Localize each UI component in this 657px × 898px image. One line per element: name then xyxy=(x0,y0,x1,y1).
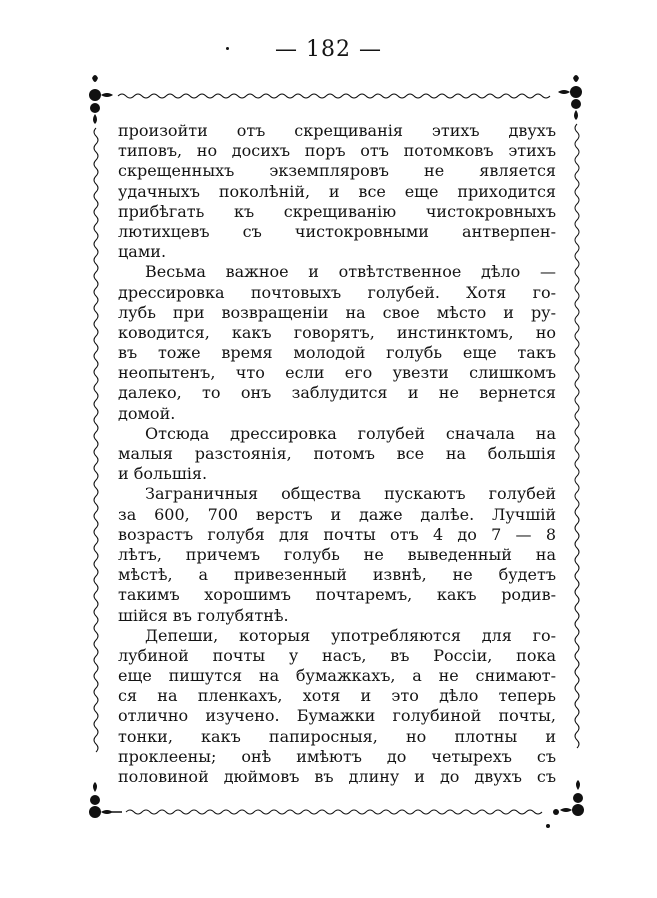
text-line: типовъ, но досихъ поръ отъ потомковъ этихъ xyxy=(118,141,556,161)
text-line: ководится, какъ говорятъ, инстинктомъ, но xyxy=(118,322,556,342)
text-line: мѣстѣ, а привезенный извнѣ, не будетъ xyxy=(118,565,556,585)
text-line: за 600, 700 верстъ и даже далѣе. Лучшій xyxy=(118,504,556,524)
text-line: половиной дюймовъ въ длину и до двухъ съ xyxy=(118,767,556,786)
text-line: лѣтъ, причемъ голубь не выведенный на xyxy=(118,544,556,564)
text-line: ся на пленкахъ, хотя и это дѣло теперь xyxy=(118,686,556,706)
text-line: въ тоже время молодой голубь еще такъ xyxy=(118,343,556,363)
text-line: далеко, то онъ заблудится и не вернется xyxy=(118,383,556,403)
text-line: шійся въ голубятнѣ. xyxy=(118,605,289,625)
text-line: малыя разстоянія, потомъ все на большія xyxy=(118,444,556,463)
text-line: домой. xyxy=(118,403,176,423)
left-wavy-rule xyxy=(94,128,98,752)
text-line: произойти отъ скрещиванія этихъ двухъ xyxy=(118,121,556,140)
right-wavy-rule xyxy=(575,124,579,748)
text-line: дрессировка почтовыхъ голубей. Хотя го- xyxy=(118,282,556,302)
text-line: Отсюда дрессировка голубей сначала на xyxy=(145,423,556,443)
text-line: и большія. xyxy=(118,464,208,484)
text-line: возрастъ голубя для почты отъ 4 до 7 — 8 xyxy=(118,524,556,544)
corner-ornament-top-right xyxy=(558,75,582,120)
text-line: Заграничныя общества пускаютъ голубей xyxy=(145,484,556,504)
text-line: цами. xyxy=(118,242,167,262)
corner-ornament-top-left xyxy=(89,75,113,124)
bottom-wavy-rule xyxy=(126,810,542,814)
text-line: тонки, какъ папиросныя, но плотны и xyxy=(118,726,556,746)
text-line: скрещенныхъ экземпляровъ не является xyxy=(118,161,556,181)
text-line: проклеены; онѣ имѣютъ до четырехъ съ xyxy=(118,746,556,766)
text-line: неопытенъ, что если его увезти слишкомъ xyxy=(118,363,556,383)
text-line: лютихцевъ съ чистокровными антверпен- xyxy=(118,221,556,241)
text-line: еще пишутся на бумажкахъ, а не снимают- xyxy=(118,666,556,686)
text-line: удачныхъ поколѣній, и все еще приходится xyxy=(118,181,556,201)
text-line: отлично изучено. Бумажки голубиной почты, xyxy=(118,706,556,726)
body-text xyxy=(118,121,556,791)
text-line: Депеши, которыя употребляются для го- xyxy=(145,625,556,645)
text-line: лубиной почты у насъ, въ Россіи, пока xyxy=(118,645,556,665)
text-line: Весьма важное и отвѣтственное дѣло — xyxy=(145,262,556,282)
page-number: — 182 — xyxy=(275,37,382,62)
text-line: прибѣгать къ скрещиванію чистокровныхъ xyxy=(118,201,556,221)
text-line: лубь при возвращеніи на свое мѣсто и ру- xyxy=(118,302,556,322)
top-wavy-rule xyxy=(118,94,550,98)
text-line: такимъ хорошимъ почтаремъ, какъ родив- xyxy=(118,585,556,605)
